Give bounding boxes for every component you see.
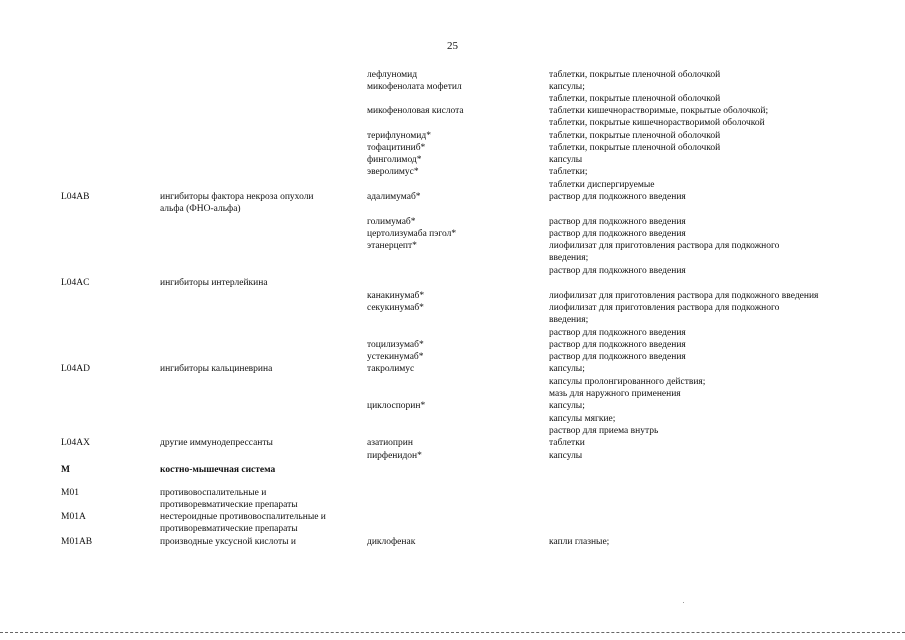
drug-name: терифлуномид* (367, 131, 431, 141)
drug-name: цертолизумаба пэгол* (367, 229, 457, 239)
drug-name: тофацитиниб* (367, 143, 426, 153)
drug-name: такролимус (367, 364, 415, 374)
table-row (0, 523, 905, 535)
atc-group-name: альфа (ФНО-альфа) (160, 204, 241, 214)
drug-name: азатиоприн (367, 438, 413, 448)
dosage-form: мазь для наружного применения (549, 389, 681, 399)
table-row (0, 105, 905, 117)
bottom-rule (0, 632, 905, 633)
atc-group-name: нестероидные противовоспалительные и (160, 512, 326, 522)
atc-code: М01А (61, 512, 86, 522)
drug-name: пирфенидон* (367, 451, 422, 461)
drug-name: канакинумаб* (367, 291, 425, 301)
dosage-form: таблетки кишечнорастворимые, покрытые оболочкой; (549, 106, 769, 116)
table-row (0, 302, 905, 314)
drug-name: диклофенак (367, 537, 416, 547)
table-row (0, 166, 905, 178)
table-row (0, 117, 905, 129)
drug-name: циклоспорин* (367, 401, 426, 411)
dosage-form: раствор для подкожного введения (549, 229, 686, 239)
table-row (0, 499, 905, 511)
table-row (0, 351, 905, 363)
atc-group-name: другие иммунодепрессанты (160, 438, 273, 448)
table-row (0, 511, 905, 523)
atc-code: L04AX (61, 438, 91, 448)
table-row (0, 290, 905, 302)
atc-code: М (61, 465, 70, 475)
table-row (0, 69, 905, 81)
drug-name: адалимумаб* (367, 192, 421, 202)
table-row (0, 363, 905, 375)
table-row (0, 154, 905, 166)
dosage-form: таблетки, покрытые кишечнорастворимой оболочкой (549, 118, 765, 128)
atc-group-name: противовоспалительные и (160, 488, 267, 498)
drug-name: секукинумаб* (367, 303, 424, 313)
table-row (0, 81, 905, 93)
dosage-form: таблетки, покрытые пленочной оболочкой (549, 70, 721, 80)
atc-group-name: ингибиторы фактора некроза опухоли (160, 192, 314, 202)
dosage-form: таблетки, покрытые пленочной оболочкой (549, 131, 721, 141)
drug-name: тоцилизумаб* (367, 340, 424, 350)
table-row (0, 327, 905, 339)
atc-code: L04AD (61, 364, 91, 374)
scan-speck (683, 602, 684, 603)
table-row (0, 437, 905, 449)
drug-name: микофеноловая кислота (367, 106, 464, 116)
dosage-form: раствор для подкожного введения (549, 340, 686, 350)
dosage-form: раствор для подкожного введения (549, 328, 686, 338)
dosage-form: введения; (549, 315, 589, 325)
dosage-form: раствор для подкожного введения (549, 352, 686, 362)
table-row (0, 487, 905, 499)
table-row (0, 388, 905, 400)
dosage-form: таблетки; (549, 167, 588, 177)
drug-name: финголимод* (367, 155, 422, 165)
drug-name: голимумаб* (367, 217, 416, 227)
drug-name: устекинумаб* (367, 352, 424, 362)
table-row (0, 130, 905, 142)
drug-name: лефлуномид (367, 70, 418, 80)
dosage-form: капли глазные; (549, 537, 610, 547)
table-row (0, 228, 905, 240)
dosage-form: лиофилизат для приготовления раствора для подкожного введения (549, 291, 819, 301)
drug-name: этанерцепт* (367, 241, 417, 251)
table-row (0, 277, 905, 289)
dosage-form: таблетки диспергируемые (549, 180, 655, 190)
atc-code: L04AB (61, 192, 90, 202)
dosage-form: раствор для подкожного введения (549, 217, 686, 227)
table-row (0, 203, 905, 215)
table-row (0, 376, 905, 388)
table-row (0, 314, 905, 326)
dosage-form: капсулы пролонгированного действия; (549, 377, 706, 387)
dosage-form: лиофилизат для приготовления раствора для подкожного (549, 303, 780, 313)
dosage-form: раствор для подкожного введения (549, 192, 686, 202)
table-row (0, 252, 905, 264)
atc-code: М01АВ (61, 537, 93, 547)
table-row (0, 142, 905, 154)
dosage-form: раствор для приема внутрь (549, 426, 659, 436)
atc-group-name: костно-мышечная система (160, 465, 276, 475)
dosage-form: капсулы (549, 155, 583, 165)
dosage-form: капсулы; (549, 82, 585, 92)
atc-group-name: противоревматические препараты (160, 500, 298, 510)
table-row (0, 191, 905, 203)
table-row (0, 425, 905, 437)
table-row (0, 265, 905, 277)
table-row (0, 464, 905, 476)
drug-name: эверолимус* (367, 167, 419, 177)
atc-group-name: ингибиторы кальциневрина (160, 364, 273, 374)
table-row (0, 179, 905, 191)
drug-name: микофенолата мофетил (367, 82, 462, 92)
dosage-form: раствор для подкожного введения (549, 266, 686, 276)
dosage-form: таблетки (549, 438, 585, 448)
dosage-form: капсулы; (549, 364, 585, 374)
atc-code: М01 (61, 488, 79, 498)
atc-code: L04AC (61, 278, 90, 288)
table-row (0, 339, 905, 351)
table-row (0, 216, 905, 228)
dosage-form: лиофилизат для приготовления раствора для подкожного (549, 241, 780, 251)
atc-group-name: ингибиторы интерлейкина (160, 278, 268, 288)
atc-group-name: производные уксусной кислоты и (160, 537, 296, 547)
table-row (0, 413, 905, 425)
table-row (0, 536, 905, 548)
table-row (0, 93, 905, 105)
atc-group-name: противоревматические препараты (160, 524, 298, 534)
table-row (0, 450, 905, 462)
dosage-form: введения; (549, 253, 589, 263)
dosage-form: таблетки, покрытые пленочной оболочкой (549, 94, 721, 104)
dosage-form: таблетки, покрытые пленочной оболочкой (549, 143, 721, 153)
table-row (0, 240, 905, 252)
dosage-form: капсулы; (549, 401, 585, 411)
dosage-form: капсулы (549, 451, 583, 461)
page-number: 25 (447, 40, 458, 52)
dosage-form: капсулы мягкие; (549, 414, 616, 424)
table-row (0, 400, 905, 412)
